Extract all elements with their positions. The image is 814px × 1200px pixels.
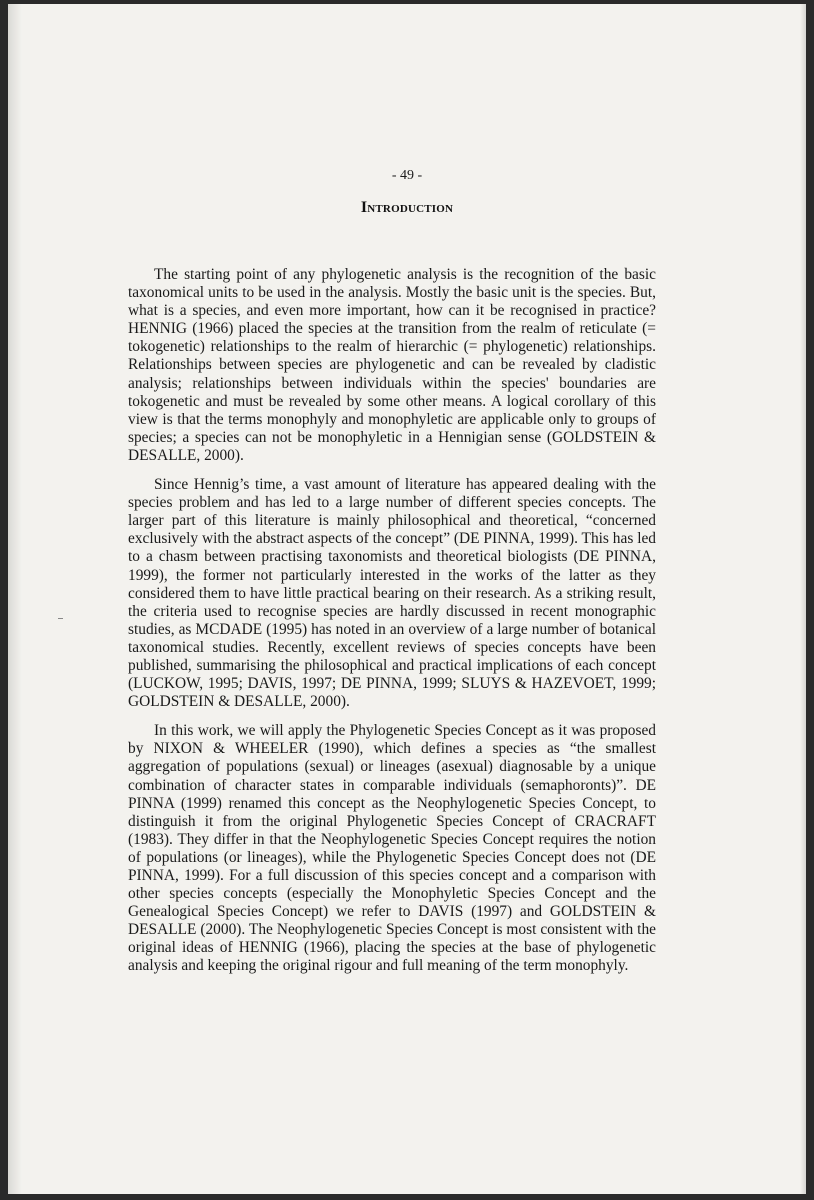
paragraph-3: In this work, we will apply the Phylogenetic Species Concept as it was proposed by NIXON & WHEELER (1990), which defines a species as “the smallest aggregation of populations (sexual) or lineages (asexual) diagnosable by a unique combination of character states in comparable individuals (semaphoronts)”. DE PINNA (1999) renamed this concept as the Neophylogenetic Species Concept, to distinguish it from the original Phylogenetic Species Concept of CRACRAFT (1983). They differ in that the Neophylogenetic Species Concept requires the notion of populations (or lineages), while the Phylogenetic Species Concept does not (DE PINNA, 1999). For a full discussion of this species concept and a comparison with other species concepts (especially the Monophyletic Species Concept and the Genealogical Species Concept) we refer to DAVIS (1997) and GOLDSTEIN & DESALLE (2000). The Neophylogenetic Species Concept is most consistent with the original ideas of HENNIG (1966), placing the species at the base of phylogenetic analysis and keeping the original rigour and full meaning of the term monophyly. <box>128 722 656 975</box>
paragraph-1: The starting point of any phylogenetic analysis is the recognition of the basic taxonomical units to be used in the analysis. Mostly the basic unit is the species. But, what is a species, and even more important, how can it be recognised in practice? HENNIG (1966) placed the species at the transition from the realm of reticulate (= tokogenetic) relationships to the realm of hierarchic (= phylogenetic) relationships. Relationships between species are phylogenetic and can be revealed by cladistic analysis; relationships between individuals within the species' boundaries are tokogenetic and must be revealed by some other means. A logical corollary of this view is that the terms monophyly and monophyletic are applicable only to groups of species; a species can not be monophyletic in a Hennigian sense (GOLDSTEIN & DESALLE, 2000). <box>128 266 656 464</box>
section-title: Introduction <box>360 199 454 216</box>
page-number: - 49 - <box>391 168 423 183</box>
paragraph-2: Since Hennig’s time, a vast amount of literature has appeared dealing with the species problem and has led to a large number of different species concepts. The larger part of this literature is mainly philosophical and theoretical, “concerned exclusively with the abstract aspects of the concept” (DE PINNA, 1999). This has led to a chasm between practising taxonomists and theoretical biologists (DE PINNA, 1999), the former not particularly interested in the works of the latter as they considered them to have little practical bearing on their research. As a striking result, the criteria used to recognise species are hardly discussed in recent monographic studies, as MCDADE (1995) has noted in an overview of a large number of botanical taxonomical studies. Recently, excellent reviews of species concepts have been published, summarising the philosophical and practical implications of each concept (LUCKOW, 1995; DAVIS, 1997; DE PINNA, 1999; SLUYS & HAZEVOET, 1999; GOLDSTEIN & DESALLE, 2000). <box>128 476 656 711</box>
book-page <box>8 4 806 1194</box>
body-text <box>128 266 656 987</box>
margin-mark <box>58 618 63 619</box>
